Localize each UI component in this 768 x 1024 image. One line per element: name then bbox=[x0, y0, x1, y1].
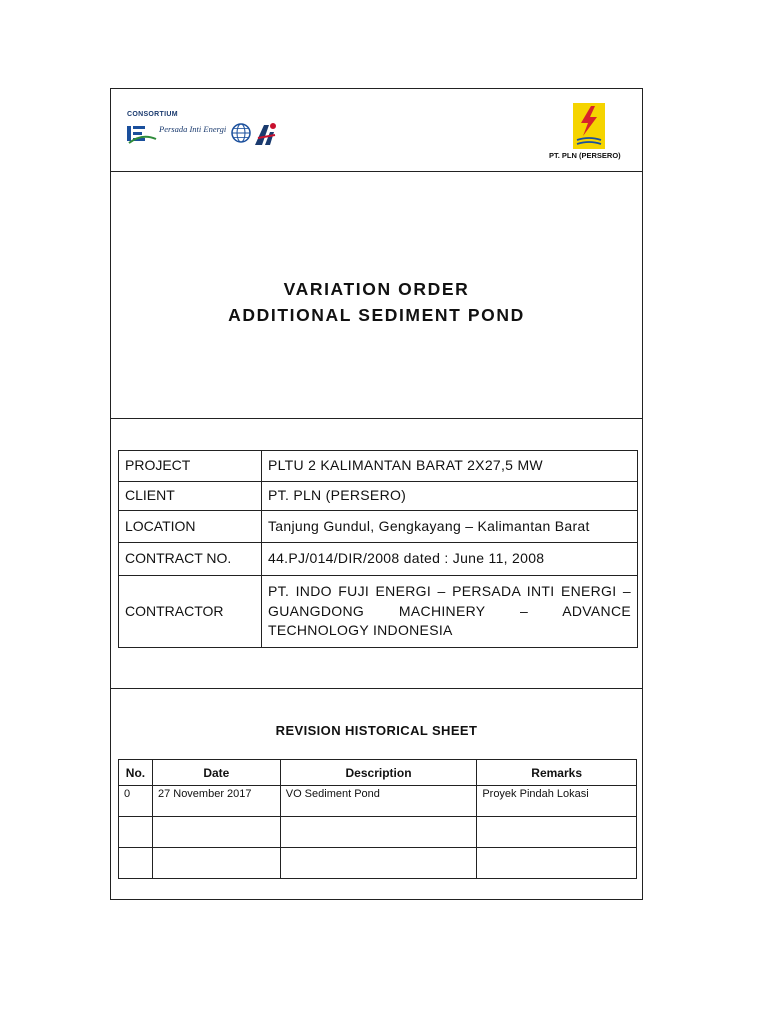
revision-cell-description: VO Sediment Pond bbox=[280, 786, 477, 817]
consortium-label: CONSORTIUM bbox=[127, 111, 178, 118]
document-subtitle: ADDITIONAL SEDIMENT POND bbox=[228, 305, 525, 325]
revision-cell-date: 27 November 2017 bbox=[152, 786, 280, 817]
info-value: Tanjung Gundul, Gengkayang – Kalimantan Barat bbox=[262, 511, 638, 543]
revision-cell-date bbox=[152, 817, 280, 848]
revision-table bbox=[118, 759, 637, 879]
revision-header-remarks: Remarks bbox=[477, 760, 637, 786]
info-label: CONTRACT NO. bbox=[119, 543, 262, 576]
project-info-table bbox=[118, 450, 638, 648]
revision-cell-description bbox=[280, 817, 477, 848]
info-label: CONTRACTOR bbox=[119, 576, 262, 648]
document-title: VARIATION ORDER bbox=[283, 279, 470, 299]
revision-cell-date bbox=[152, 848, 280, 879]
info-value: PT. PLN (PERSERO) bbox=[262, 482, 638, 511]
info-value: PLTU 2 KALIMANTAN BARAT 2X27,5 MW bbox=[262, 451, 638, 482]
info-row-client bbox=[119, 482, 638, 511]
project-info-section bbox=[111, 418, 642, 689]
revision-cell-remarks bbox=[477, 817, 637, 848]
pln-lightning-logo-icon bbox=[573, 103, 605, 149]
info-label: PROJECT bbox=[119, 451, 262, 482]
revision-title: REVISION HISTORICAL SHEET bbox=[275, 723, 478, 738]
consortium-company-name: Persada Inti Energi bbox=[159, 124, 227, 134]
revision-cell-description bbox=[280, 848, 477, 879]
pln-company-name: PT. PLN (PERSERO) bbox=[549, 151, 621, 160]
revision-header-date: Date bbox=[152, 760, 280, 786]
info-value: 44.PJ/014/DIR/2008 dated : June 11, 2008 bbox=[262, 543, 638, 576]
revision-cell-no: 0 bbox=[119, 786, 153, 817]
persada-inti-energi-logo-icon bbox=[127, 123, 157, 145]
document-page bbox=[110, 88, 643, 900]
revision-cell-no bbox=[119, 817, 153, 848]
revision-header-no: No. bbox=[119, 760, 153, 786]
info-value: PT. INDO FUJI ENERGI – PERSADA INTI ENERGI – GUANGDONG MACHINERY – ADVANCE TECHNOLOGY INDONESIA bbox=[262, 576, 638, 648]
info-label: CLIENT bbox=[119, 482, 262, 511]
revision-cell-remarks bbox=[477, 848, 637, 879]
revision-header-description: Description bbox=[280, 760, 477, 786]
revision-row bbox=[119, 786, 637, 817]
revision-cell-remarks: Proyek Pindah Lokasi bbox=[477, 786, 637, 817]
revision-section bbox=[111, 688, 642, 900]
consortium-logo bbox=[125, 111, 265, 151]
info-row-contract-no bbox=[119, 543, 638, 576]
globe-icon bbox=[231, 123, 251, 143]
title-section bbox=[111, 171, 642, 419]
revision-row bbox=[119, 817, 637, 848]
document-header bbox=[111, 89, 642, 172]
revision-cell-no bbox=[119, 848, 153, 879]
info-label: LOCATION bbox=[119, 511, 262, 543]
info-row-contractor bbox=[119, 576, 638, 648]
info-row-project bbox=[119, 451, 638, 482]
revision-header-row bbox=[119, 760, 637, 786]
ati-logo-icon bbox=[253, 121, 279, 147]
info-row-location bbox=[119, 511, 638, 543]
revision-row bbox=[119, 848, 637, 879]
